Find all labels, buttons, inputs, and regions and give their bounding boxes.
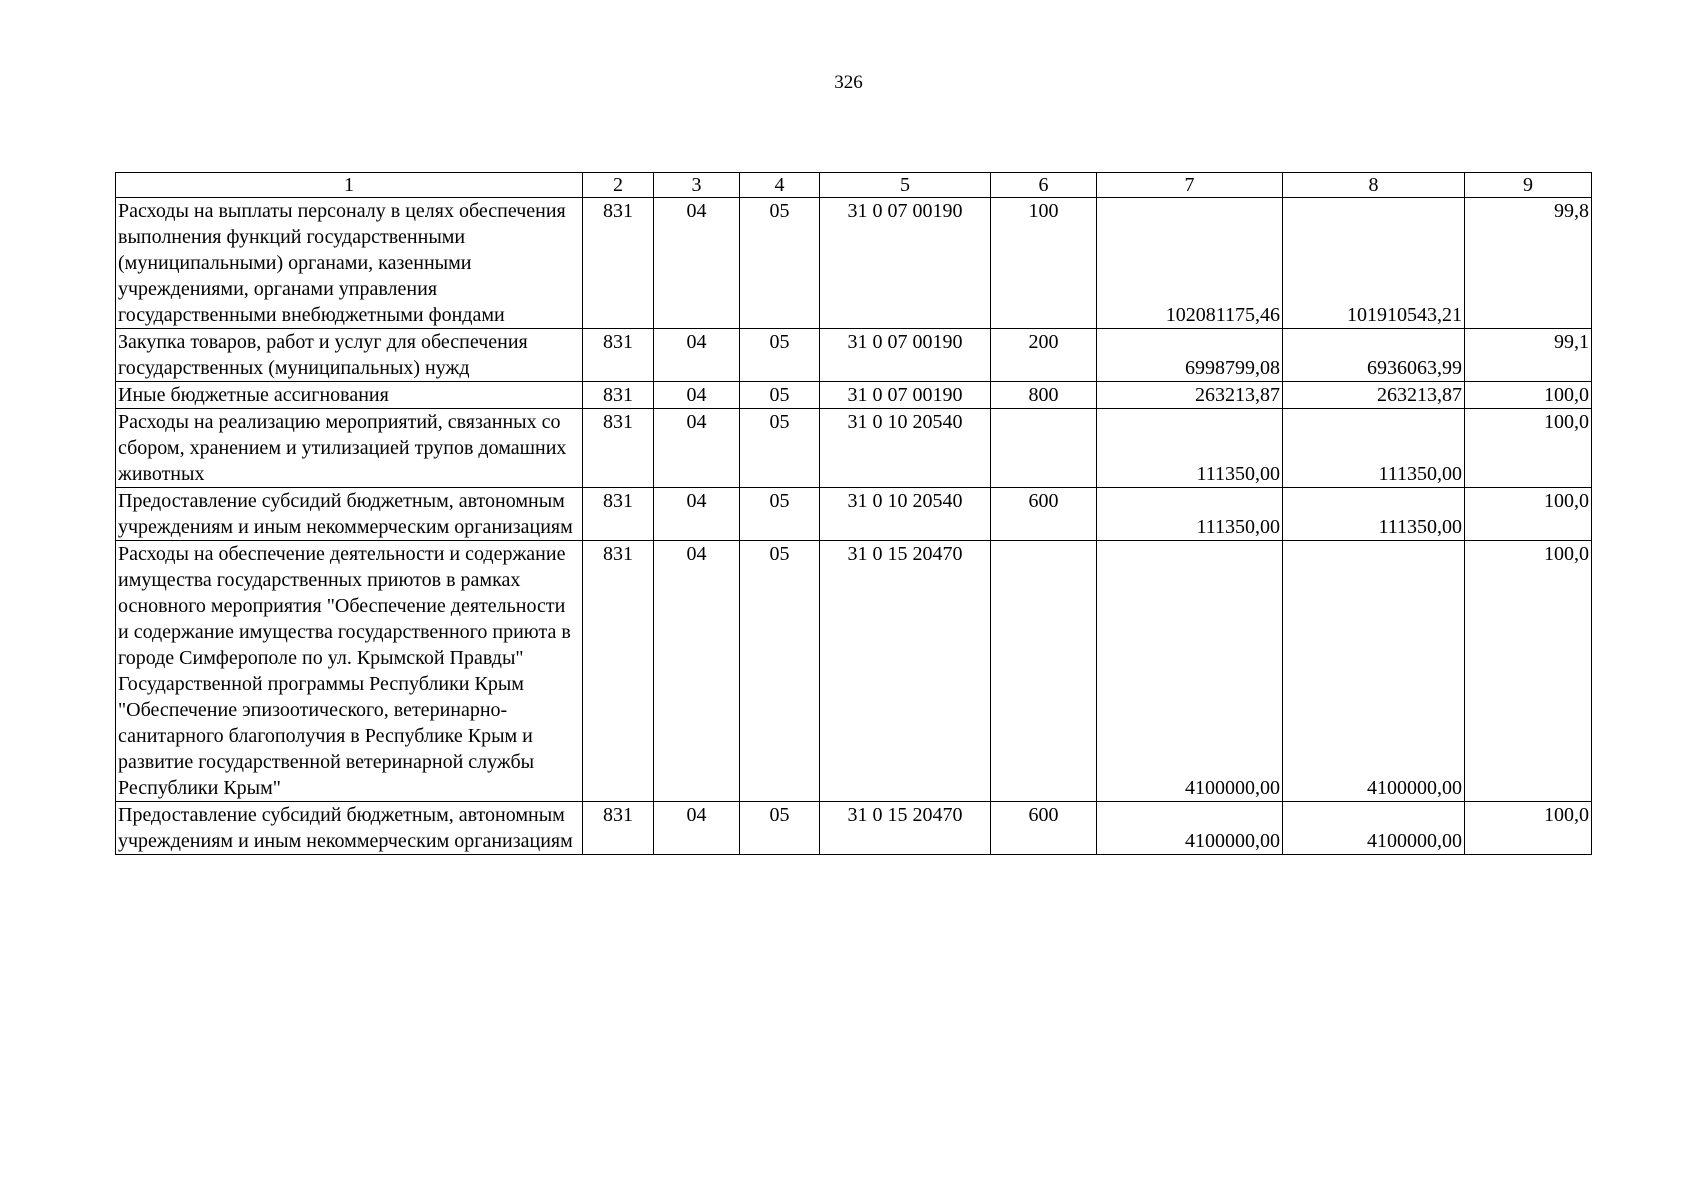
- subsection-cell: 05: [740, 382, 820, 409]
- expense-type-cell: 800: [991, 382, 1097, 409]
- planned-amount-cell: 111350,00: [1097, 488, 1283, 541]
- target-article-cell: 31 0 15 20470: [820, 802, 991, 855]
- expense-name-cell: Расходы на реализацию мероприятий, связанных со сбором, хранением и утилизацией трупов домашних животных: [116, 409, 583, 488]
- expense-type-cell: 600: [991, 488, 1097, 541]
- expense-name-cell: Закупка товаров, работ и услуг для обеспечения государственных (муниципальных) нужд: [116, 329, 583, 382]
- planned-amount-cell: 102081175,46: [1097, 198, 1283, 329]
- execution-percent-cell: 100,0: [1465, 488, 1592, 541]
- target-article-cell: 31 0 10 20540: [820, 409, 991, 488]
- subsection-cell: 05: [740, 198, 820, 329]
- expense-name-cell: Предоставление субсидий бюджетным, автономным учреждениям и иным некоммерческим организациям: [116, 802, 583, 855]
- table-header: [116, 173, 1592, 198]
- section-cell: 04: [654, 198, 740, 329]
- section-cell: 04: [654, 488, 740, 541]
- planned-amount-cell: 6998799,08: [1097, 329, 1283, 382]
- header-row: [116, 173, 1592, 198]
- subsection-cell: 05: [740, 488, 820, 541]
- expense-name-cell: Расходы на обеспечение деятельности и содержание имущества государственных приютов в рамках основного мероприятия "Обеспечение деятельности и содержание имущества государственного приюта в городе Симферополе по ул. Крымской Правды" Государственной программы Республики Крым "Обеспечение эпизоотического, ветеринарно-санитарного благополучия в Республике Крым и развитие государственной ветеринарной службы Республики Крым": [116, 541, 583, 802]
- expense-name-cell: Предоставление субсидий бюджетным, автономным учреждениям и иным некоммерческим организациям: [116, 488, 583, 541]
- execution-percent-cell: 100,0: [1465, 382, 1592, 409]
- subsection-cell: 05: [740, 802, 820, 855]
- section-cell: 04: [654, 541, 740, 802]
- section-cell: 04: [654, 409, 740, 488]
- table-body: [116, 198, 1592, 855]
- subsection-cell: 05: [740, 329, 820, 382]
- executed-amount-cell: 4100000,00: [1283, 541, 1465, 802]
- ministry-code-cell: 831: [583, 382, 654, 409]
- column-header: 1: [116, 173, 583, 198]
- executed-amount-cell: 6936063,99: [1283, 329, 1465, 382]
- expense-type-cell: [991, 541, 1097, 802]
- planned-amount-cell: 111350,00: [1097, 409, 1283, 488]
- expense-type-cell: 600: [991, 802, 1097, 855]
- target-article-cell: 31 0 07 00190: [820, 382, 991, 409]
- section-cell: 04: [654, 382, 740, 409]
- column-header: 7: [1097, 173, 1283, 198]
- ministry-code-cell: 831: [583, 488, 654, 541]
- execution-percent-cell: 100,0: [1465, 409, 1592, 488]
- ministry-code-cell: 831: [583, 409, 654, 488]
- column-header: 9: [1465, 173, 1592, 198]
- column-header: 2: [583, 173, 654, 198]
- expense-type-cell: [991, 409, 1097, 488]
- executed-amount-cell: 111350,00: [1283, 488, 1465, 541]
- budget-table: [115, 172, 1592, 855]
- executed-amount-cell: 263213,87: [1283, 382, 1465, 409]
- table-row: [116, 329, 1592, 382]
- executed-amount-cell: 101910543,21: [1283, 198, 1465, 329]
- ministry-code-cell: 831: [583, 329, 654, 382]
- table-row: [116, 802, 1592, 855]
- section-cell: 04: [654, 329, 740, 382]
- column-header: 3: [654, 173, 740, 198]
- ministry-code-cell: 831: [583, 198, 654, 329]
- planned-amount-cell: 4100000,00: [1097, 541, 1283, 802]
- subsection-cell: 05: [740, 409, 820, 488]
- column-header: 8: [1283, 173, 1465, 198]
- page-number: 326: [834, 72, 863, 93]
- table-row: [116, 198, 1592, 329]
- execution-percent-cell: 99,1: [1465, 329, 1592, 382]
- subsection-cell: 05: [740, 541, 820, 802]
- section-cell: 04: [654, 802, 740, 855]
- table-row: [116, 409, 1592, 488]
- execution-percent-cell: 100,0: [1465, 802, 1592, 855]
- execution-percent-cell: 99,8: [1465, 198, 1592, 329]
- target-article-cell: 31 0 10 20540: [820, 488, 991, 541]
- table-row: [116, 541, 1592, 802]
- planned-amount-cell: 4100000,00: [1097, 802, 1283, 855]
- ministry-code-cell: 831: [583, 541, 654, 802]
- target-article-cell: 31 0 07 00190: [820, 198, 991, 329]
- expense-type-cell: 200: [991, 329, 1097, 382]
- column-header: 4: [740, 173, 820, 198]
- target-article-cell: 31 0 07 00190: [820, 329, 991, 382]
- execution-percent-cell: 100,0: [1465, 541, 1592, 802]
- table-row: [116, 382, 1592, 409]
- table-row: [116, 488, 1592, 541]
- expense-type-cell: 100: [991, 198, 1097, 329]
- column-header: 6: [991, 173, 1097, 198]
- column-header: 5: [820, 173, 991, 198]
- executed-amount-cell: 111350,00: [1283, 409, 1465, 488]
- executed-amount-cell: 4100000,00: [1283, 802, 1465, 855]
- target-article-cell: 31 0 15 20470: [820, 541, 991, 802]
- expense-name-cell: Расходы на выплаты персоналу в целях обеспечения выполнения функций государственными (муниципальными) органами, казенными учреждениями, органами управления государственными внебюджетными фондами: [116, 198, 583, 329]
- planned-amount-cell: 263213,87: [1097, 382, 1283, 409]
- ministry-code-cell: 831: [583, 802, 654, 855]
- expense-name-cell: Иные бюджетные ассигнования: [116, 382, 583, 409]
